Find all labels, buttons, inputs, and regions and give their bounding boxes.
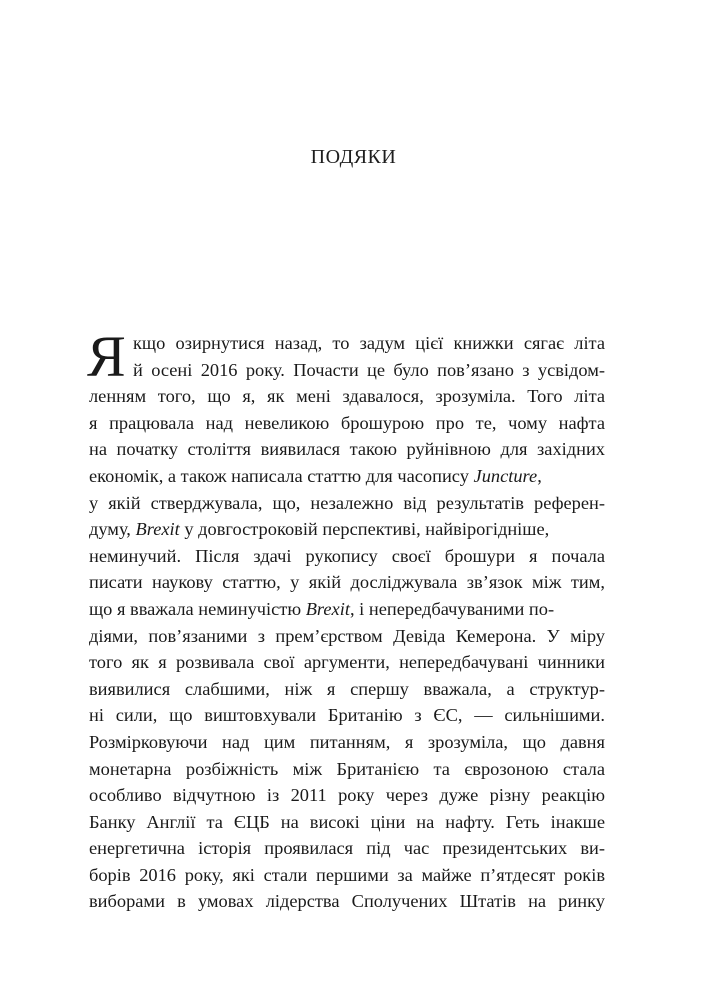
text-line: того як я розвивала свої аргументи, непередбачувані чинники xyxy=(89,652,605,673)
text-line: ленням того, що я, як мені здавалося, зрозуміла. Того літа xyxy=(89,386,605,407)
text-line: у якій стверджувала, що, незалежно від результатів референ- xyxy=(89,492,605,513)
text-line: енергетична історія проявилася під час президентських ви- xyxy=(89,838,605,859)
text-segment: , і непередбачуваними по- xyxy=(349,598,555,619)
text-segment: що я вважала неминучістю xyxy=(89,598,306,619)
text-line: виявилися слабшими, ніж я спершу вважала, а структур- xyxy=(89,678,605,699)
text-segment: думу, xyxy=(89,519,136,540)
italic-title: Juncture xyxy=(473,465,538,486)
text-line: неминучий. Після здачі рукопису своєї брошури я почала xyxy=(89,545,605,566)
text-line: на початку століття виявилася такою руйнівною для західних xyxy=(89,439,605,460)
text-line xyxy=(89,463,605,490)
chapter-heading: ПОДЯКИ xyxy=(310,146,397,168)
text-line: й осені 2016 року. Почасти це було пов’язано з усвідом- xyxy=(133,359,605,380)
text-line: Банку Англії та ЄЦБ на високі ціни на нафту. Геть інакше xyxy=(89,811,605,832)
body-text xyxy=(87,324,605,915)
text-line: я працювала над невеликою брошурою про те, чому нафта xyxy=(89,412,605,433)
text-segment: , xyxy=(537,465,542,486)
text-segment: у довгостроковій перспективі, найвірогідніше, xyxy=(179,519,550,540)
text-line: борів 2016 року, які стали першими за майже п’ятдесят років xyxy=(89,864,605,885)
text-line: ні сили, що виштовхували Британію з ЄС, — сильнішими. xyxy=(89,705,605,726)
italic-term: Brexit xyxy=(135,519,180,540)
italic-term: Brexit xyxy=(305,598,350,619)
text-line: особливо відчутною із 2011 року через дуже різну реакцію xyxy=(89,785,605,806)
text-line: монетарна розбіжність між Британією та єврозоною стала xyxy=(89,758,605,779)
text-line: Розмірковуючи над цим питанням, я зрозуміла, що давня xyxy=(89,731,605,752)
text-line: виборами в умовах лідерства Сполучених Штатів на ринку xyxy=(89,891,605,912)
text-line xyxy=(89,516,605,543)
text-line xyxy=(89,596,605,623)
text-line: писати наукову статтю, у якій досліджувала зв’язок між тим, xyxy=(89,572,605,593)
text-line: діями, пов’язаними з прем’єрством Девіда Кемерона. У міру xyxy=(89,625,605,646)
drop-cap: Я xyxy=(87,324,126,389)
text-segment: економік, а також написала статтю для часопису xyxy=(89,465,474,486)
text-line: кщо озирнутися назад, то задум цієї книжки сягає літа xyxy=(133,333,605,353)
